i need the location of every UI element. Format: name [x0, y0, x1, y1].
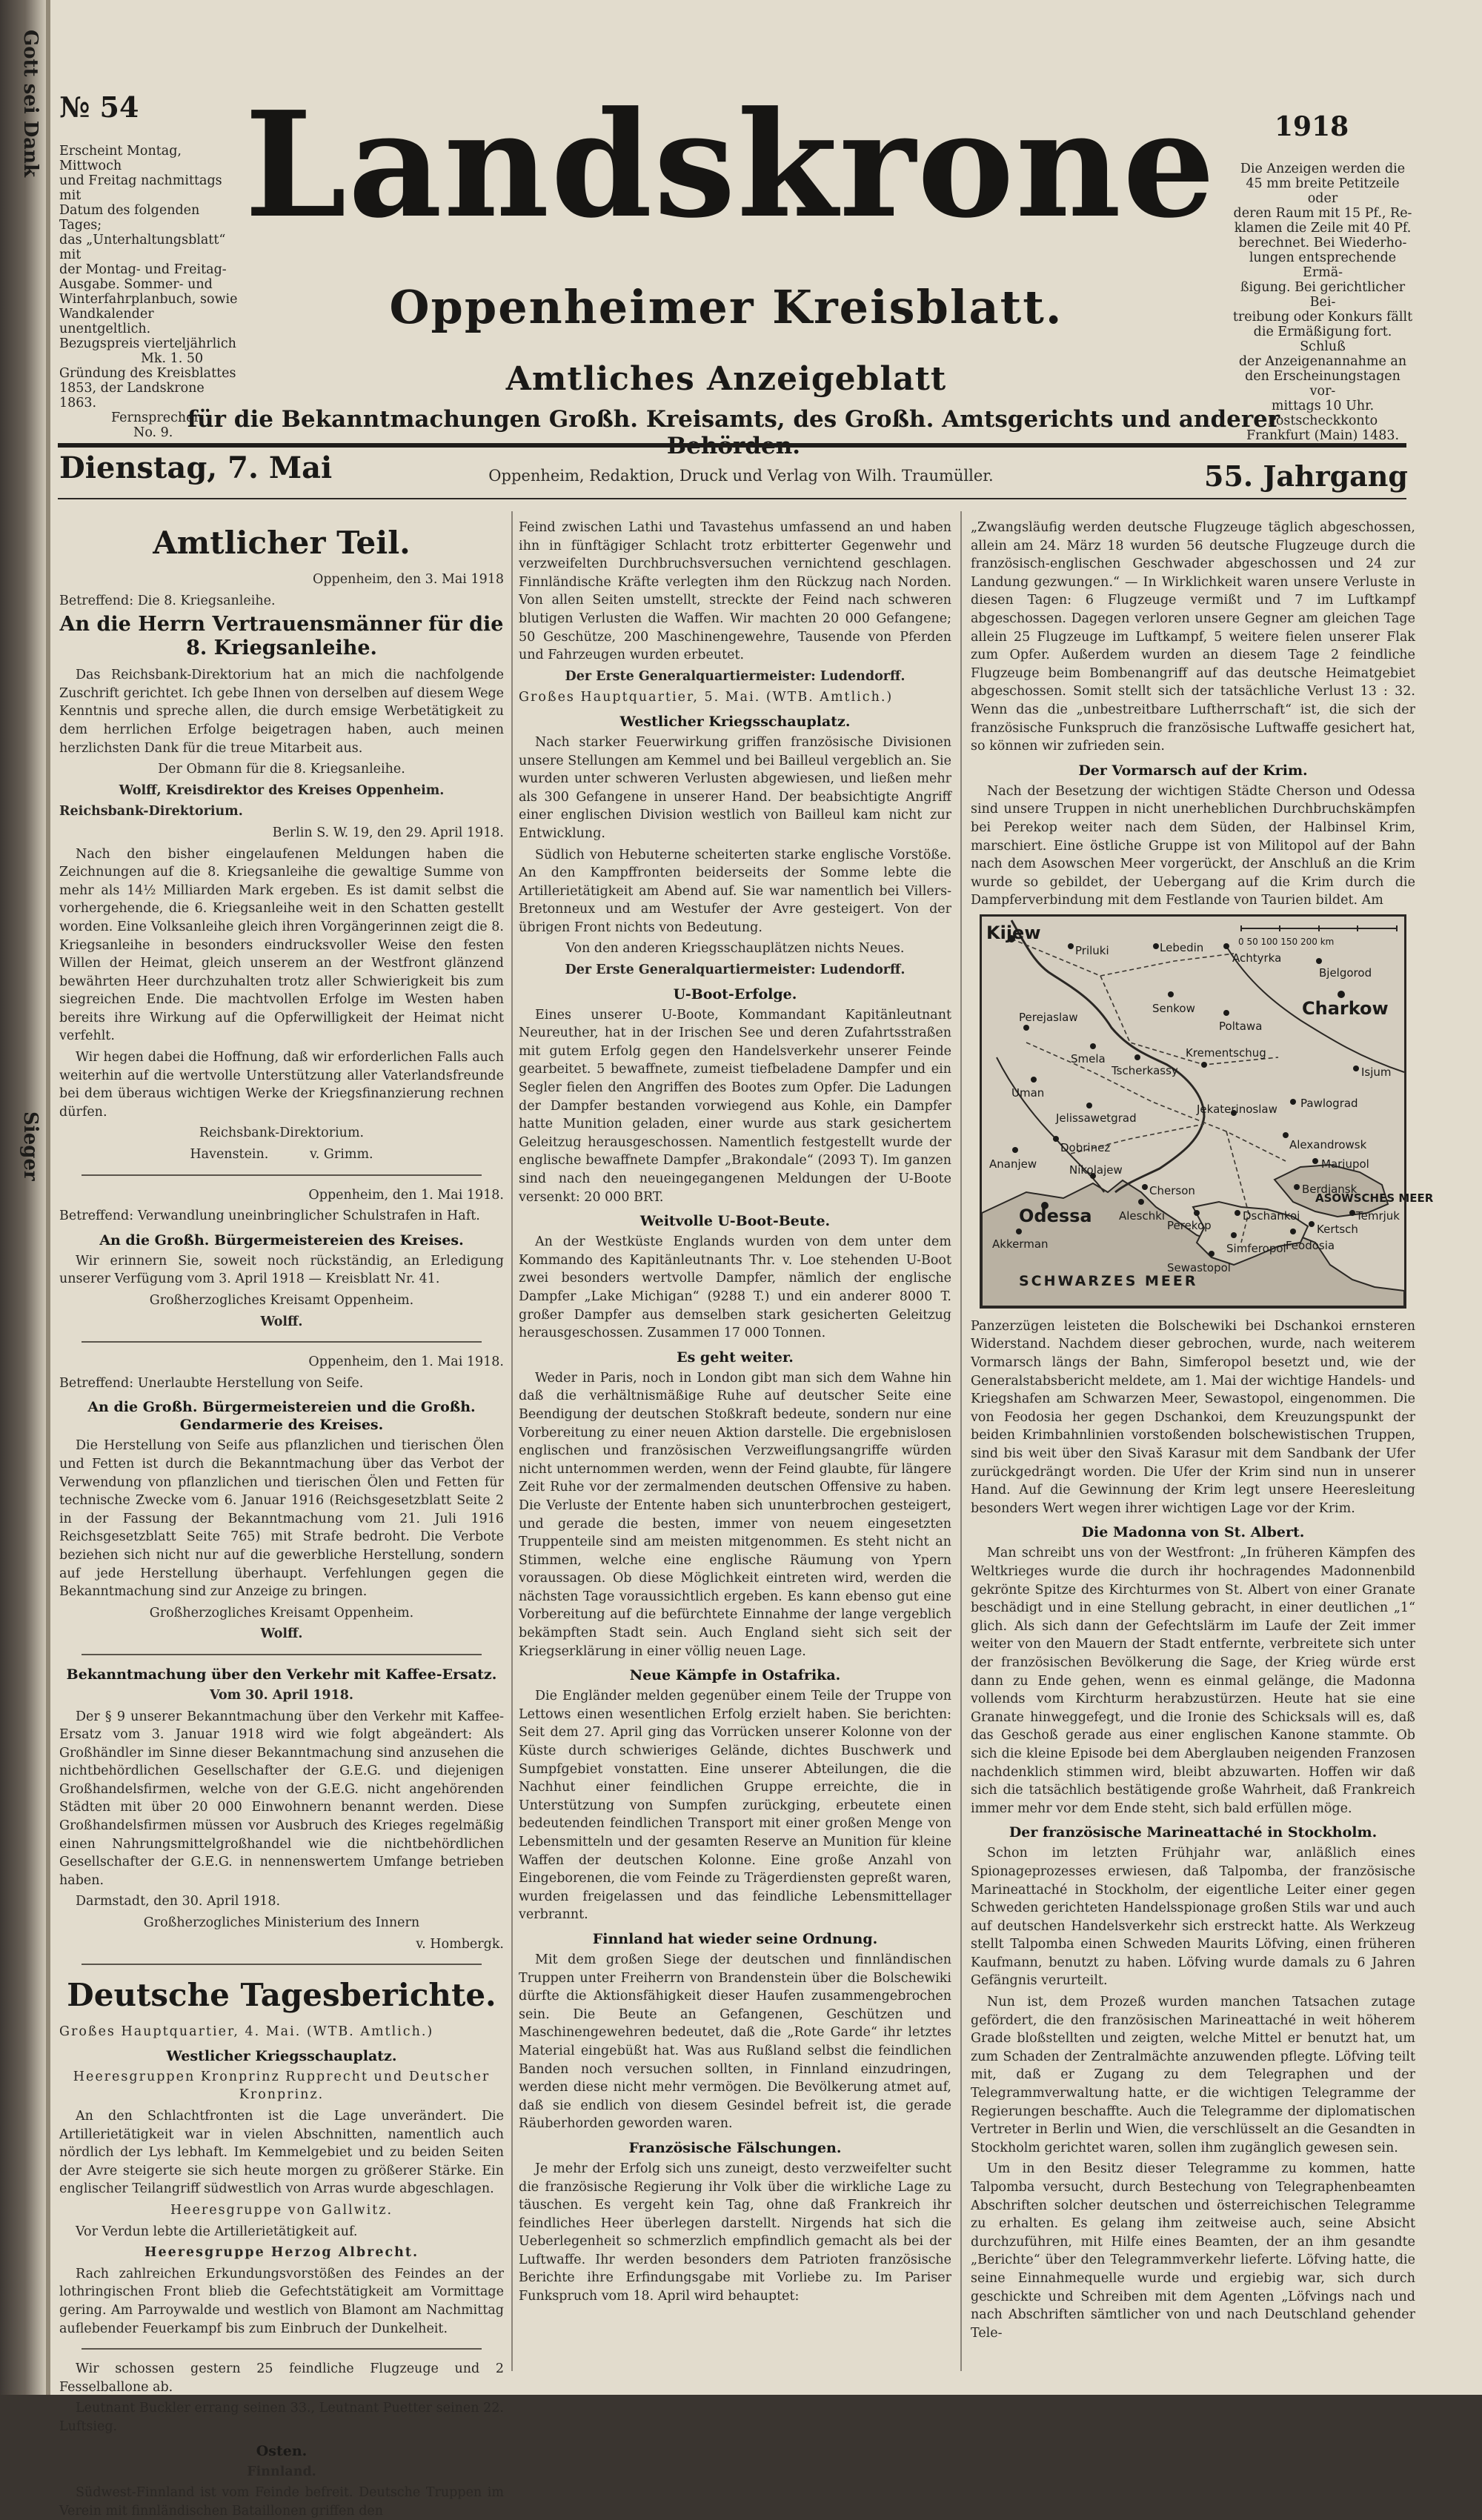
article-title: U-Boot-Erfolge.: [673, 985, 797, 1003]
map-label-city: Simferopol: [1226, 1241, 1286, 1255]
notice-body: Der § 9 unserer Bekanntmachung über den Verkehr mit Kaffee-Ersatz vom 3. Januar 1918 wird wie folgt abgeändert: Als Großhändler im Sinne dieser Bekanntmachung sind anzusehen die nichtbehördlichen Gesellschafter der G.E.G. und diejenigen Großhandelsfirmen, welche von der G.E.G. nicht angehörenden Städten mit über 20 000 Einwohnern benannt werden. Diese Großhandelsfirmen müssen vor Ausbruch des Krieges regelmäßig einen Nahrungsmittelgroßhandel wie die nichtbehördlichen Gesellschafter der G.E.G. in nennenswertem Umfange betrieben haben.: [59, 1709, 504, 1888]
notice-body: Nach den bisher eingelaufenen Meldungen haben die Zeichnungen auf die 8. Kriegsanleihe die gewaltige Summe von mehr als 14½ Milliarden Mark ergeben. Es ist damit selbst die vorhergehende, die 6. Kriegsanleihe weit in den Schatten gestellt worden. Eine Volksanleihe gleich ihren Vorgängerinnen zeigt die 8. Kriegsanleihe in besonders eindrucksvoller Weise den festen Willen der Heimat, gleich unserem an der Westfront glänzend bewährten Heer durchzuhalten trotz aller Schwierigkeit bis zum siegreichen Ende. Die machtvollen Erfolge im Westen haben bereits ihre Wirkung auf die Opferwilligkeit der Heimat nicht verfehlt.: [59, 846, 504, 1044]
map-label-city: Tscherkassy: [1112, 1063, 1178, 1077]
notice-signature: Großherzogliches Ministerium des Innern: [143, 1915, 420, 1931]
map-label-city: Uman: [1011, 1086, 1045, 1100]
map-label-black-sea: SCHWARZES MEER: [1019, 1272, 1198, 1289]
report-other: Von den anderen Kriegsschauplätzen nichts Neues.: [565, 941, 905, 957]
map-ukraine-crimea: [980, 914, 1434, 1309]
column-left: [59, 519, 504, 2519]
article-divider: [82, 1964, 482, 1965]
article-body: Weder in Paris, noch in London gibt man sich dem Wahne hin daß die verhältnismäßige Ruhe auf deutscher Seite eine Beendigung der deutschen Stoßkraft bedeute, sondern nur eine Vorbereitung zu einer neuen Aktion darstelle. Die ergebnislosen englischen und französischen Verzweiflungsangriffe würden nicht unternommen werden, wenn der Feind glaubte, für längere Zeit Ruhe vor der zermalmenden deutschen Offensive zu haben. Die Verluste der Entente haben sich ununterbrochen gesteigert, und gerade die besten, immer von neuem eingesetzten Truppenteile sind am meisten mitgenommen. Es steht nicht an Stimmen, welche eine englische Räumung von Ypern voraussagen. Ob diese Möglichkeit eintreten wird, werden die nächsten Tage voraussichtlich ergeben. Es kann ebenso gut eine Vorbereitung auf die befürchtete Einnahme der lange vergeblich bekämpften Stadt sein. Auch England sieht sich seit der Kriegserklärung in einer völlig neuen Lage.: [519, 1370, 951, 1659]
map-label-city: Perekop: [1167, 1218, 1212, 1232]
notice-signature: Wolff.: [260, 1314, 303, 1329]
map-label-city: Odessa: [1019, 1205, 1092, 1226]
map-label-city: Lebedin: [1160, 940, 1204, 954]
column-middle: [519, 519, 951, 2371]
map-label-city: Dobrinez: [1060, 1140, 1111, 1154]
article-body: „Zwangsläufig werden deutsche Flugzeuge täglich abgeschossen, allein am 24. März 18 wurden 56 deutsche Flugzeuge durch die französisch-englischen Geschwader abgeschossen und 24 zur Landung gezwungen.“ — In Wirklichkeit waren unsere Verluste in diesen Tagen: 6 Flugzeuge vermißt und 7 im Luftkampf abgeschossen. Dagegen verloren unsere Gegner am gleichen Tage allein 25 Flugzeuge im Luftkampf, 5 weitere fielen unserer Flak zum Opfer. Außerdem wurden an diesem Tage 2 feindliche Flugzeuge beim Bombenangriff auf das deutsche Heimatgebiet abgeschossen. Somit stellt sich der tatsächliche Verlust 13 : 32. Wenn das die „unbestreitbare Luftherrschaft“ ist, die sich der französische Funkspruch die französische Luftwaffe gesichert hat, so können wir zufrieden sein.: [971, 520, 1415, 754]
map-label-city: Ananjew: [989, 1157, 1037, 1171]
map-label-city: Dschankoi: [1243, 1209, 1300, 1223]
notice-signature: Großherzogliches Kreisamt Oppenheim.: [149, 1293, 414, 1308]
map-label-city: Sewastopol: [1167, 1260, 1231, 1274]
article-body: Um in den Besitz dieser Telegramme zu kommen, hatte Talpomba versucht, durch Bestechung von Telegraphenbeamten Abschriften solcher deutschen und österreichischen Telegramme zu erhalten. Es gelang ihm zeitweise auch, seine Absicht durchzuführen, mit Hilfe eines Beamten, der an ihm gesandte „Berichte“ über den Telegrammverkehr lieferte. Löfving hatte, die seine Einnahmequelle wurde und ergiebig war, sich durch geschickte und Schreiben mit dem Agenten „Löfvings nach und nach Abschriften sämtlicher von und nach Deutschland gehender Tele-: [971, 2161, 1415, 2341]
masthead-rule-bottom: [58, 498, 1406, 499]
article-divider: [82, 1174, 482, 1176]
map-label-city: Kijew: [986, 922, 1041, 943]
article-body: Mit dem großen Siege der deutschen und finnländischen Truppen unter Freiherrn von Brandenstein über die Bolschewiki dürfte die Aktionsfähigkeit dieser Haufen zusammengebrochen sein. Die Beute an Gefangenen, Geschützen und Maschinengewehren bedeutet, daß die „Rote Garde“ ihr letztes Material eingebüßt hat. Was aus Rußland selbst die feindlichen Banden noch versuchen sollten, in Finnland einzudringen, werden diese nicht mehr vermögen. Die Bevölkerung atmet auf, daß sie endlich von diesem Gesindel befreit ist, die gerade Räuberhorden geworden waren.: [519, 1952, 951, 2132]
map-label-city: Kertsch: [1317, 1222, 1358, 1236]
notice-date: Vom 30. April 1918.: [209, 1687, 353, 1703]
map-label-city: Pawlograd: [1300, 1096, 1358, 1110]
advertising-info: Die Anzeigen werden die 45 mm breite Petitzeile oder deren Raum mit 15 Pf., Re- klamen die Zeile mit 40 Pf. berechnet. Bei Wiederho- lungen entsprechende Ermä- ßigung. Bei gerichtlicher Bei- treibung oder Konkurs fällt die Ermäßigung fort. Schluß der Anzeigenannahme an den Erscheinungstagen vor- mittags 10 Uhr. Postscheckkonto Frankfurt (Main) 1483.: [1232, 162, 1413, 443]
column-divider-1: [511, 511, 513, 2371]
article-divider: [82, 1341, 482, 1343]
map-label-azov-sea: ASOWSCHES MEER: [1315, 1191, 1434, 1205]
notice-date: Oppenheim, den 3. Mai 1918: [312, 572, 504, 587]
article-body: Nun ist, dem Prozeß wurden manchen Tatsachen zutage gefördert, die den französischen Marineattaché in weit höherem Grade bloßstellten und zeigten, welche Mittel er benutzt hat, um zum Schaden der Zentralmächte anzuwenden pflegte. Löfving teilt mit, daß er Zugang zu dem Telegraphen und der Telegrammverwaltung hatte, er die wichtigen Telegramme der Regierungen beschaffte. Auch die Telegramme der diplomatischen Vertreter in Berlin und Wien, die verschlüsselt an die Gesandten in Stockholm gerichtet waren, sollen ihm zugänglich gewesen sein.: [971, 1995, 1415, 2155]
issue-year: 1918: [1275, 111, 1349, 142]
map-label-city: Smela: [1071, 1051, 1106, 1065]
report-signature: Der Erste Generalquartiermeister: Ludendorff.: [565, 963, 906, 978]
notice-place: Darmstadt, den 30. April 1918.: [76, 1894, 281, 1909]
report-dateline: Großes Hauptquartier, 4. Mai. (WTB. Amtlich.): [59, 2024, 434, 2040]
article-body: Die Engländer melden gegenüber einem Teile der Truppe von Lettows einen wesentlichen Erfolg erzielt haben. Sie berichten: Seit dem 27. April ging das Vorrücken unserer Kolonne von der Küste durch schwieriges Gelände, dichtes Buschwerk und Sumpfgebiet vonstatten. Eine unserer Abteilungen, die die Nachhut einer feindlichen Gruppe erreichte, die in Unterstützung von Sumpfen zurückging, erbeutete einen bedeutenden feindlichen Transport mit einer großen Menge von Lebensmitteln und der gesamten Reserve an Munition für kleine Waffen der deutschen Kolonne. Eine große Anzahl von Eingeborenen, die vom Feinde zu Trägerdiensten gepreßt waren, wurden freigelassen und das feindliche Lebensmittellager verbrannt.: [519, 1689, 951, 1923]
spine-fragment-upper: Gott sei Dank: [19, 30, 41, 178]
newspaper-subtitle: Oppenheimer Kreisblatt.: [389, 280, 1063, 334]
article-body: Schon im letzten Frühjahr war, anläßlich eines Spionageprozesses erwiesen, daß Talpomba, der französische Marineattaché in Stockholm, der eigentliche Leiter einer gegen Schweden gerichteten Handelsspionage großen Stils war und auch auf deutschen Handelsverkehr sich erstreckt hatte. Als Werkzeug stellt Talpomba einen Schweden Maurits Löfving, einen früheren Kaufmann, benutzt zu haben. Löfving wurde damals zu 6 Jahren Gefängnis verurteilt.: [971, 1846, 1415, 1989]
map-label-city: Feodosia: [1286, 1238, 1335, 1252]
report-body: Rach zahlreichen Erkundungsvorstößen des Feindes an der lothringischen Front blieb die Gefechtstätigkeit am Vormittage gering. Am Parroywalde und westlich von Blamont am Nachmittag auflebender Feuerkampf bis zum Einbruch der Dunkelheit.: [59, 2266, 504, 2336]
map-label-city: Achtyrka: [1232, 951, 1282, 965]
imprint: Oppenheim, Redaktion, Druck und Verlag von Wilh. Traumüller.: [488, 467, 994, 485]
notice-title: An die Herrn Vertrauensmänner für die 8. Kriegsanleihe.: [59, 613, 504, 660]
article-title: Die Madonna von St. Albert.: [1081, 1524, 1305, 1541]
notice-title: Bekanntmachung über den Verkehr mit Kaffee-Ersatz.: [66, 1666, 497, 1683]
notice-body: Wir hegen dabei die Hoffnung, daß wir erforderlichen Falls auch weiterhin auf die wertvolle Unterstützung aller Vaterlandsfreunde bei dem überaus wichtigen Werke der Kriegsfinanzierung rechnen dürfen.: [59, 1050, 504, 1120]
map-label-city: Jelissawetgrad: [1056, 1111, 1137, 1125]
notice-signature: v. Hombergk.: [416, 1936, 504, 1952]
report-dateline: Großes Hauptquartier, 5. Mai. (WTB. Amtlich.): [519, 690, 894, 705]
report-body: Südwest-Finnland ist vom Feinde befreit. Deutsche Truppen im Verein mit finnländischen Bataillonen griffen den: [59, 2485, 504, 2519]
notice-signature: Wolff, Kreisdirektor des Kreises Oppenheim.: [119, 782, 445, 798]
map-label-city: Charkow: [1302, 997, 1389, 1019]
article-title: Französische Fälschungen.: [628, 2139, 842, 2156]
report-body: Feind zwischen Lathi und Tavastehus umfassend an und haben ihn in fünftägiger Schlacht trotz erbitterter Gegenwehr und verzweifelten Durchbruchsversuchen vernichtend geschlagen. Finnländische Kräfte verlegten ihm den Rückzug nach Norden. Von allen Seiten umstellt, streckte der Feind nach schweren blutigen Verlusten die Waffen. Wir machten 20 000 Gefangene; 50 Geschütze, 200 Maschinengewehre, Tausende von Pferden und Fahrzeugen wurden erbeutet.: [519, 520, 951, 663]
masthead-rule-top: [58, 443, 1406, 448]
report-theatre: Westlicher Kriegsschauplatz.: [166, 2047, 397, 2064]
map-label-city: Senkow: [1152, 1001, 1195, 1015]
map-label-city: Nikolajew: [1069, 1163, 1123, 1177]
report-body: Leutnant Buckler errang seinen 33., Leutnant Puetter seinen 22. Luftsieg.: [59, 2401, 504, 2434]
section-heading-tagesberichte: Deutsche Tagesberichte.: [67, 1977, 496, 2014]
map-label-city: Jekaterinoslaw: [1197, 1102, 1277, 1116]
report-theatre: Westlicher Kriegsschauplatz.: [619, 713, 851, 730]
notice-body: Wir erinnern Sie, soweit noch rückständig, an Erledigung unserer Verfügung vom 3. April 1918 — Kreisblatt Nr. 41.: [59, 1253, 504, 1287]
page-edge: [46, 0, 50, 2395]
notice-date: Oppenheim, den 1. Mai 1918.: [308, 1187, 504, 1203]
notice-date: Oppenheim, den 1. Mai 1918.: [308, 1354, 504, 1370]
article-body: Eines unserer U-Boote, Kommandant Kapitänleutnant Neureuther, hat in der Irischen See und deren Zufahrtsstraßen mit gutem Erfolg gegen den Handelsverkehr unserer Feinde gearbeitet. 5 bewaffnete, zumeist tiefbeladene Dampfer und ein Segler fielen den Angriffen des Bootes zum Opfer. Die Ladungen der Dampfer bestanden vorwiegend aus Kohle, ein Dampfer hatte Munition geladen, einer wurde aus stark gesichertem Geleitzug herausgeschossen. Namentlich festgestellt wurde der englische bewaffnete Dampfer „Brakondale“ (2093 T). Im ganzen sind nach den neueingegangenen Meldungen der U-Boote versenkt: 20 000 BRT.: [519, 1007, 951, 1205]
notice-signature: Reichsbank-Direktorium.: [199, 1126, 365, 1141]
map-label-city: Alexandrowsk: [1289, 1137, 1367, 1151]
article-body: Panzerzügen leisteten die Bolschewiki bei Dschankoi ernsteren Widerstand. Nachdem dieser gebrochen, wurde, nach weiterem Vormarsch längs der Bahn, Simferopol besetzt und, wie der Generalstabsbericht meldete, am 1. Mai der wichtige Handels- und Kriegshafen am Schwarzen Meer, Sewastopol, eingenommen. Die von Feodosia her gegen Dschankoi, dem Kreuzungspunkt der beiden Krimbahnlinien vorstoßenden bolschewistischen Truppen, sind bis weit über den Sivaš Karasur mit dem Sandbank der Ufer zurückgedrängt worden. Die Ufer der Krim sind nun in unserer Hand. Auf die Gewinnung der Krim legt unsere Heeresleitung besonders Wert wegen ihrer wichtigen Lage vor der Krim.: [971, 1318, 1415, 1516]
map-label-city: Aleschki: [1119, 1209, 1166, 1223]
report-body: Vor Verdun lebte die Artillerietätigkeit auf.: [76, 2224, 358, 2239]
article-title: Finnland hat wieder seine Ordnung.: [592, 1930, 878, 1947]
map-label-city: Akkerman: [992, 1237, 1049, 1251]
notice-date: Berlin S. W. 19, den 29. April 1918.: [272, 825, 504, 840]
report-theatre: Osten.: [256, 2442, 308, 2459]
authorities-line: für die Bekanntmachungen Großh. Kreisamts, des Großh. Amtsgerichts und anderer: [187, 406, 1280, 433]
report-signature: Der Erste Generalquartiermeister: Ludendorff.: [565, 668, 906, 684]
notice-signature: Wolff.: [260, 1626, 303, 1642]
report-army-group: Heeresgruppen Kronprinz Rupprecht und Deutscher Kronprinz.: [73, 2069, 491, 2103]
notice-body: Die Herstellung von Seife aus pflanzlichen und tierischen Ölen und Fetten ist durch die Bekanntmachung über das Verbot der Verwendung von pflanzlichen und tierischen Ölen und Fetten für technische Zwecke vom 6. Januar 1916 (Reichsgesetzblatt Seite 2 in der Fassung der Bekanntmachung vom 21. Juli 1916 Reichsgesetzblatt Seite 765) mit Strafe bedroht. Die Verbote beziehen sich nicht nur auf die gewerbliche Herstellung, sondern auf jede Herstellung überhaupt. Verfehlungen gegen die Bekanntmachung sind zur Anzeige zu bringen.: [59, 1438, 504, 1600]
article-title: Der Vormarsch auf der Krim.: [1078, 762, 1308, 779]
report-body: Wir schossen gestern 25 feindliche Flugzeuge und 2 Fesselballone ab.: [59, 2361, 504, 2395]
article-title: Neue Kämpfe in Ostafrika.: [629, 1667, 841, 1684]
publication-info: Erscheint Montag, Mittwoch und Freitag nachmittags mit Datum des folgenden Tages; das „Unterhaltungsblatt“ mit der Montag- und Freitag- Ausgabe. Sommer- und Winterfahrplanbuch, sowie Wandkalender unentgeltlich. Bezugspreis vierteljährlich Mk. 1. 50 Gründung des Kreisblattes 1853, der Landskrone 1863. Fernsprecher No. 9.: [59, 144, 238, 440]
article-body: Nach der Besetzung der wichtigen Städte Cherson und Odessa sind unsere Truppen in nicht unerheblichen Durchbruchskämpfen bei Perekop weiter nach dem Süden, der Halbinsel Krim, marschiert. Eine östliche Gruppe ist von Militopol auf der Bahn nach dem Asowschen Meer vorgerückt, der Anschluß an die Krim wurde so gebildet, der Uebergang auf die Krim durch die Dampferverbindung mit dem Festlande von Taurien bildet. Am: [971, 783, 1415, 908]
report-body: Nach starker Feuerwirkung griffen französische Divisionen unsere Stellungen am Kemmel und bei Bailleul vergeblich an. Sie wurden unter schweren Verlusten abgewiesen, und ließen mehr als 300 Gefangene in unserer Hand. Der beabsichtigte Angriff einer englischen Division westlich von Bailleul kam nicht zur Entwicklung.: [519, 734, 951, 841]
report-body: An den Schlachtfronten ist die Lage unverändert. Die Artillerietätigkeit war in vielen Abschnitten, namentlich auch nördlich der Lys lebhaft. Im Kemmelgebiet und zu beiden Seiten der Avre steigerte sie sich heute morgen zu größerer Stärke. Ein englischer Teilangriff südwestlich von Arras wurde abgeschlagen.: [59, 2109, 504, 2197]
notice-title: An die Großh. Bürgermeistereien des Kreises.: [99, 1231, 464, 1249]
article-body: Man schreibt uns von der Westfront: „In früheren Kämpfen des Weltkrieges wurde die durch ihr hochragendes Madonnenbild gekrönte Spitze des Kirchturmes von St. Albert von einer Granate beschädigt und in eine Stellung gebracht, in einer deutlichen „1“ glich. Als sich dann der Gefechtslärm im Laufe der Zeit immer weiter von den Mauern der Stadt entfernte, verbreitete sich unter der französischen Bevölkerung die Sage, der Krieg würde erst dann zu Ende gehen, wenn es einmal gelänge, die Madonna vollends vom Kirchturm herabzustürzen. Heute hat sie eine Granate hinweggefegt, und die Ironie des Schicksals will es, daß das Geschoß gerade aus einer englischen Kanone stammte. Ob sich die kleine Episode bei dem Aberglauben neigenden Franzosen nachdenklich stimmen wird, bleibt abzuwarten. Hoffen wir daß sich die tatsächlich bestätigende große Wahrheit, daß Frankreich immer mehr vor dem Ende steht, sich bald erfüllen möge.: [971, 1546, 1415, 1816]
notice-subject: Betreffend: Verwandlung uneinbringlicher Schulstrafen in Haft.: [59, 1209, 480, 1224]
spine-fragment-lower: Sieger: [19, 1111, 41, 1181]
article-title: Weitvolle U-Boot-Beute.: [639, 1213, 831, 1230]
section-heading-amtlich: Amtlicher Teil.: [153, 525, 411, 561]
column-right: [971, 519, 1434, 2371]
map-label-city: Cherson: [1149, 1183, 1195, 1197]
notice-signature: Großherzogliches Kreisamt Oppenheim.: [149, 1605, 414, 1620]
map-label-city: Mariupol: [1321, 1157, 1369, 1171]
article-divider: [82, 2348, 482, 2350]
book-binding: [0, 0, 46, 2395]
article-title: Der französische Marineattaché in Stockholm.: [1009, 1824, 1378, 1841]
article-body: An der Westküste Englands wurden von dem unter dem Kommando des Kapitänleutnants Thr. v. Loe stehenden U-Boot zwei besonders wertvolle Dampfer, nämlich der englische Dampfer „Lake Michigan“ (9288 T.) und ein anderer 8000 T. großer Dampfer aus demselben stark gesicherten Geleitzug herausgeschossen. Zusammen 17 000 Tonnen.: [519, 1234, 951, 1341]
article-body: Je mehr der Erfolg sich uns zuneigt, desto verzweifelter sucht die französische Regierung ihr Volk über die wirkliche Lage zu täuschen. Es vergeht kein Tag, ohne daß Frankreich ihr feindliches Heer überlegen darstellt. Nirgends hat sich die Ueberlegenheit so schmerzlich empfindlich gemacht als bei der Luftwaffe. Ihr werden besonders dem Patrioten französische Berichte ihre Erfindungsgabe mit Vorliebe zu. Im Pariser Funkspruch vom 18. April wird behauptet:: [519, 2161, 951, 2304]
map-label-city: Krementschug: [1186, 1045, 1266, 1060]
map-label-city: Poltawa: [1219, 1019, 1263, 1033]
column-divider-2: [960, 511, 962, 2371]
notice-signature: Der Obmann für die 8. Kriegsanleihe.: [158, 762, 405, 777]
report-body: Südlich von Hebuterne scheiterten starke englische Vorstöße. An den Kampffronten beiderseits der Somme lebte die Artillerietätigkeit am Abend auf. Sie war namentlich bei Villers-Bretonneux und am Westufer der Avre gesteigert. Von der übrigen Front nichts von Bedeutung.: [519, 847, 951, 935]
map-label-city: Priluki: [1075, 943, 1109, 957]
notice-subject: Betreffend: Unerlaubte Herstellung von Seife.: [59, 1375, 364, 1391]
notice-subject: Betreffend: Die 8. Kriegsanleihe.: [59, 593, 276, 608]
map-label-city: Temrjuk: [1356, 1209, 1400, 1223]
map-label-city: Bjelgorod: [1319, 965, 1372, 980]
report-army-group: Heeresgruppe Herzog Albrecht.: [144, 2245, 419, 2261]
issue-number: № 54: [59, 90, 139, 124]
volume-number: 55. Jahrgang: [1204, 459, 1408, 493]
official-gazette-line: Amtliches Anzeigeblatt: [505, 360, 947, 398]
article-title: Es geht weiter.: [677, 1349, 794, 1366]
newspaper-title: Landskrone: [245, 80, 1217, 250]
map-scale-label: 0 50 100 150 200 km: [1238, 936, 1335, 947]
issue-date: Dienstag, 7. Mai: [59, 451, 333, 485]
notice-title: An die Großh. Bürgermeistereien und die Großh. Gendarmerie des Kreises.: [87, 1399, 476, 1434]
map-label-city: Perejaslaw: [1019, 1010, 1078, 1024]
report-region: Finnland.: [247, 2464, 316, 2479]
report-army-group: Heeresgruppe von Gallwitz.: [170, 2202, 393, 2218]
notice-body: Das Reichsbank-Direktorium hat an mich die nachfolgende Zuschrift gerichtet. Ich gebe Ihnen von derselben auf diesem Wege Kenntnis und spreche allen, die durch emsige Werbetätigkeit zu dem herrlichen Erfolge beigetragen haben, auch meinen herzlichsten Dank für die treue Mitarbeit aus.: [59, 668, 504, 756]
notice-names: Havenstein. v. Grimm.: [190, 1147, 373, 1163]
article-divider: [82, 1654, 482, 1655]
notice-sender: Reichsbank-Direktorium.: [59, 804, 243, 820]
map-label-city: Isjum: [1361, 1065, 1392, 1079]
map-label-city: Berdjansk: [1302, 1182, 1358, 1196]
